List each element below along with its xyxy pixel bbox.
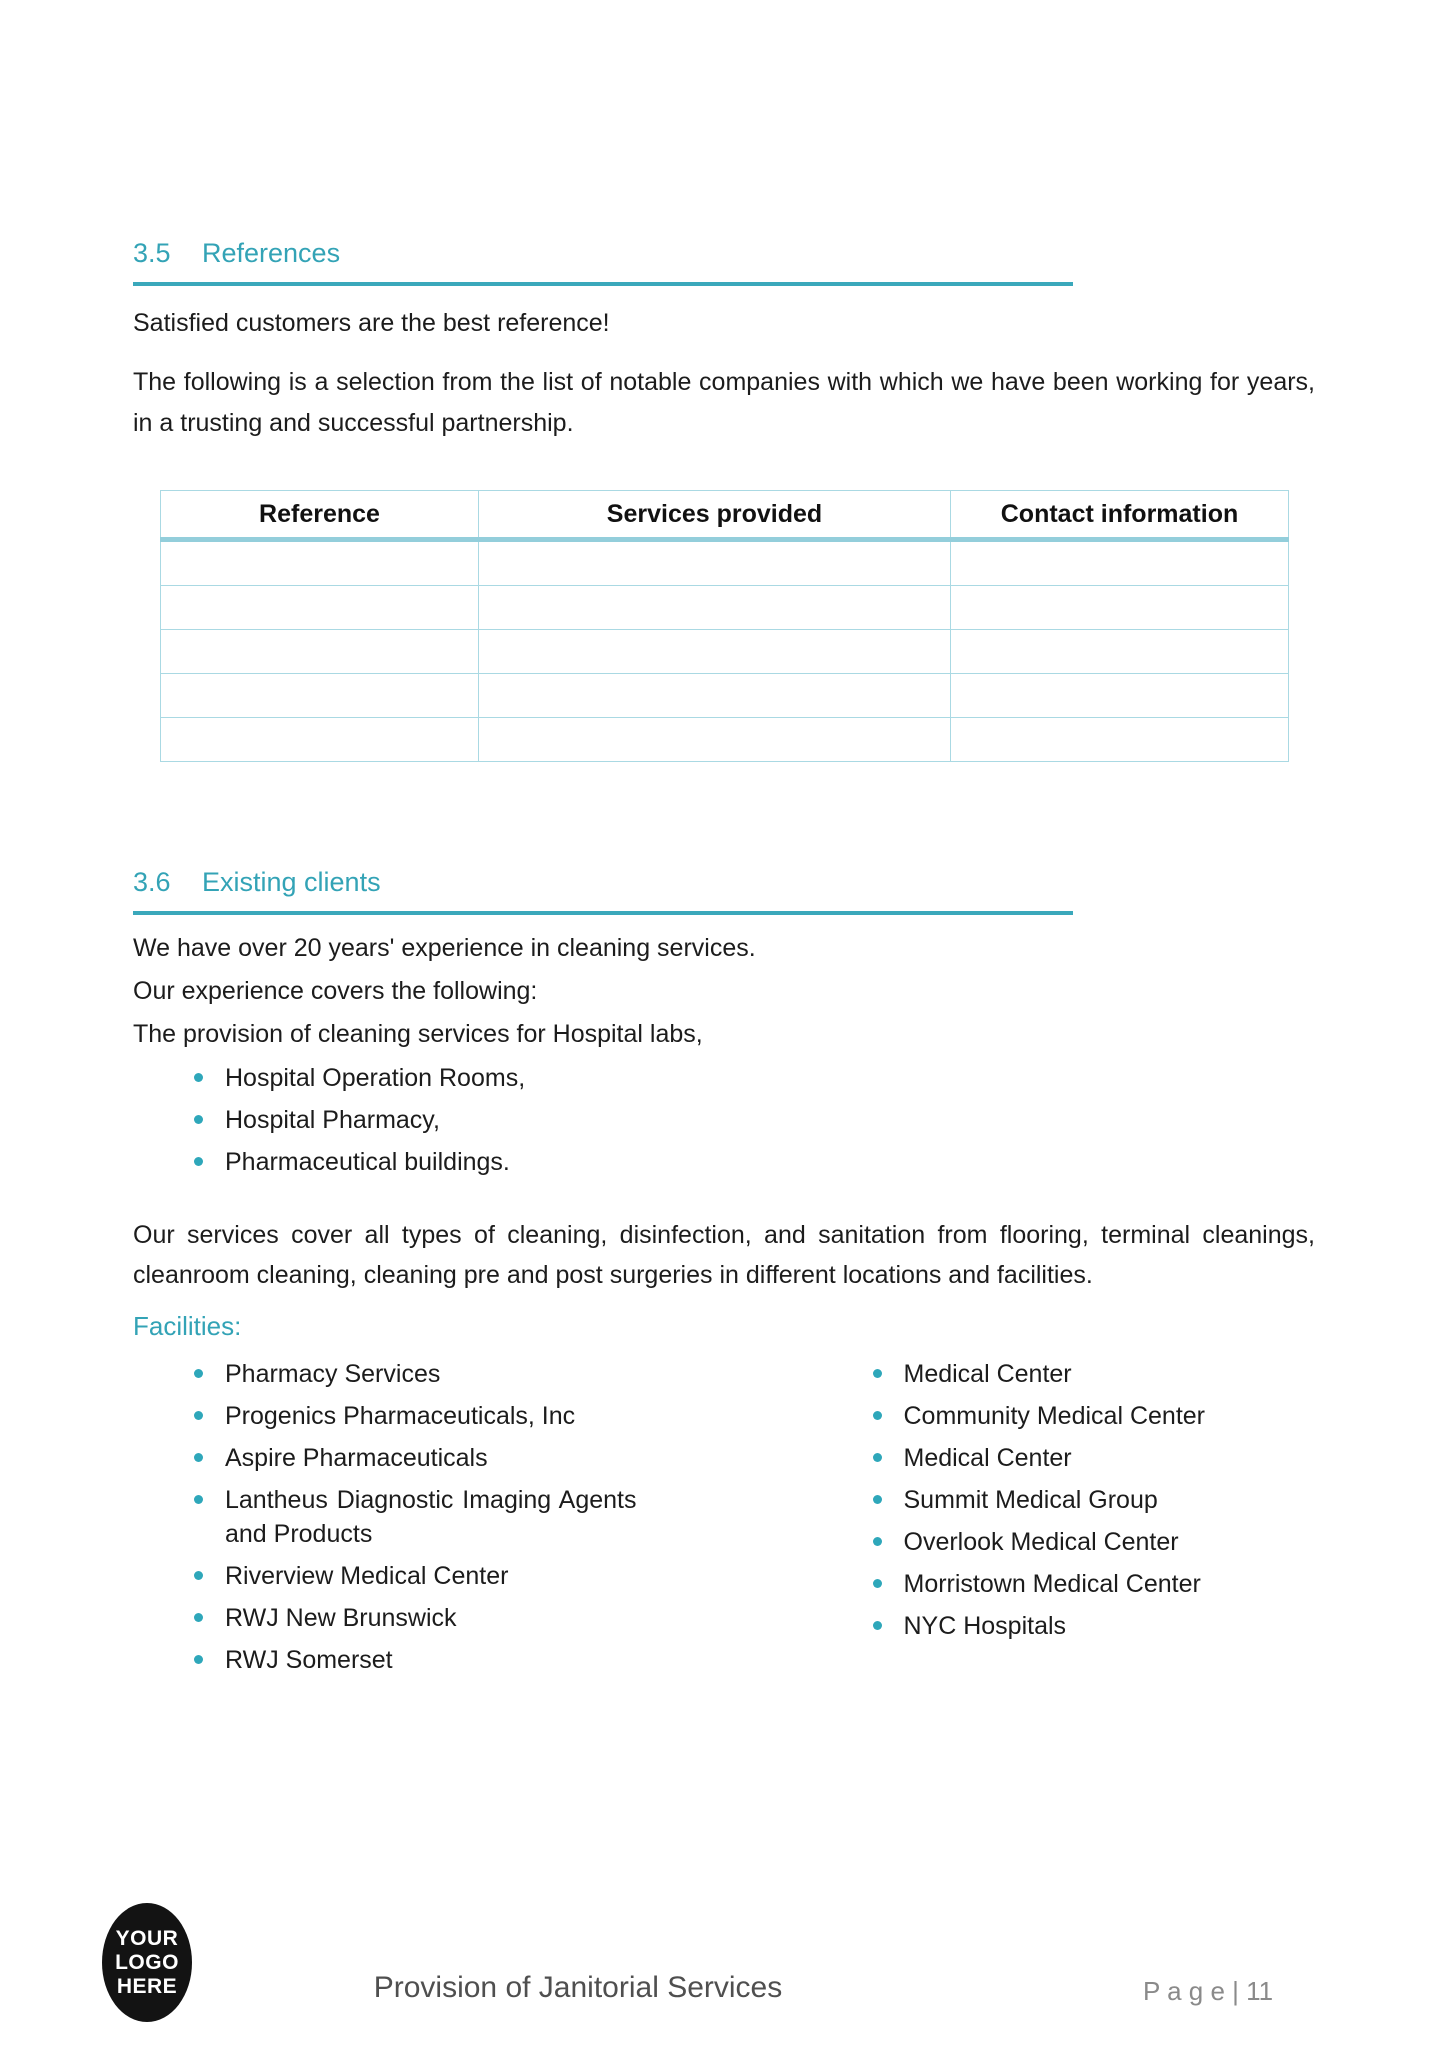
table-cell <box>951 586 1289 630</box>
facility-item: Summit Medical Group <box>872 1483 1316 1517</box>
your-logo-here-badge <box>102 1903 192 2022</box>
section-heading-references <box>133 237 1073 286</box>
paragraph-provision-labs: The provision of cleaning services for Hospital labs, <box>133 1020 703 1048</box>
paragraph-experience-covers: Our experience covers the following: <box>133 977 538 1005</box>
facility-item: Community Medical Center <box>872 1399 1316 1433</box>
facilities-list-right <box>812 1357 1316 1651</box>
heading-title: Existing clients <box>202 867 381 897</box>
table-cell <box>479 540 951 586</box>
paragraph-satisfied-customers: Satisfied customers are the best reference! <box>133 309 610 337</box>
section-heading-existing-clients <box>133 866 1073 915</box>
references-table <box>160 490 1289 762</box>
table-cell <box>161 586 479 630</box>
facilities-list-left <box>133 1357 637 1685</box>
table-cell <box>951 674 1289 718</box>
table-cell <box>479 674 951 718</box>
facility-item: Riverview Medical Center <box>193 1559 637 1593</box>
facility-item: Medical Center <box>872 1357 1316 1391</box>
table-cell <box>951 630 1289 674</box>
paragraph-selection-intro: The following is a selection from the list of notable companies with which we have been working for years, in a trusting and successful partnership. <box>133 368 1315 437</box>
facility-item: Aspire Pharmaceuticals <box>193 1441 637 1475</box>
table-row <box>161 540 1289 586</box>
facility-item: Progenics Pharmaceuticals, Inc <box>193 1399 637 1433</box>
heading-title: References <box>202 238 341 268</box>
logo-line: LOGO <box>115 1950 179 1974</box>
table-cell <box>161 674 479 718</box>
page-content <box>133 0 1315 1685</box>
page-number: P a g e | 11 <box>1143 1976 1274 2006</box>
facility-item: NYC Hospitals <box>872 1609 1316 1643</box>
table-cell <box>479 630 951 674</box>
bullet-item: Pharmaceutical buildings. <box>193 1145 1315 1179</box>
footer-document-title: Provision of Janitorial Services <box>373 1971 783 2004</box>
table-cell <box>161 630 479 674</box>
logo-line: HERE <box>116 1974 178 1998</box>
table-header-contact: Contact information <box>951 491 1289 540</box>
top-margin <box>133 0 1315 237</box>
paragraph-experience-years: We have over 20 years' experience in cleaning services. <box>133 934 756 962</box>
facilities-label: Facilities: <box>133 1311 242 1341</box>
facility-item: Morristown Medical Center <box>872 1567 1316 1601</box>
heading-number: 3.5 <box>133 238 171 268</box>
table-cell <box>161 540 479 586</box>
table-cell <box>479 586 951 630</box>
facility-item: Pharmacy Services <box>193 1357 637 1391</box>
facility-item: Medical Center <box>872 1441 1316 1475</box>
table-row <box>161 718 1289 762</box>
table-row <box>161 586 1289 630</box>
table-cell <box>479 718 951 762</box>
table-header-services: Services provided <box>479 491 951 540</box>
table-header-reference: Reference <box>161 491 479 540</box>
paragraph-services-cover: Our services cover all types of cleaning, disinfection, and sanitation from flooring, terminal cleanings, cleanroom cleaning, cleaning pre and post surgeries in different locations and facilities. <box>133 1221 1315 1289</box>
heading-number: 3.6 <box>133 867 171 897</box>
bullet-item: Hospital Operation Rooms, <box>193 1061 1315 1095</box>
experience-bullet-list <box>133 1061 1315 1179</box>
table-cell <box>161 718 479 762</box>
table-row <box>161 630 1289 674</box>
facility-item: Lantheus Diagnostic Imaging Agents and Products <box>193 1483 637 1551</box>
facility-item: RWJ New Brunswick <box>193 1601 637 1635</box>
table-cell <box>951 718 1289 762</box>
facility-item: RWJ Somerset <box>193 1643 637 1677</box>
facilities-columns <box>133 1341 1315 1685</box>
table-cell <box>951 540 1289 586</box>
facility-item: Overlook Medical Center <box>872 1525 1316 1559</box>
table-header-row <box>161 491 1289 540</box>
bullet-item: Hospital Pharmacy, <box>193 1103 1315 1137</box>
logo-line: YOUR <box>115 1926 179 1950</box>
table-row <box>161 674 1289 718</box>
